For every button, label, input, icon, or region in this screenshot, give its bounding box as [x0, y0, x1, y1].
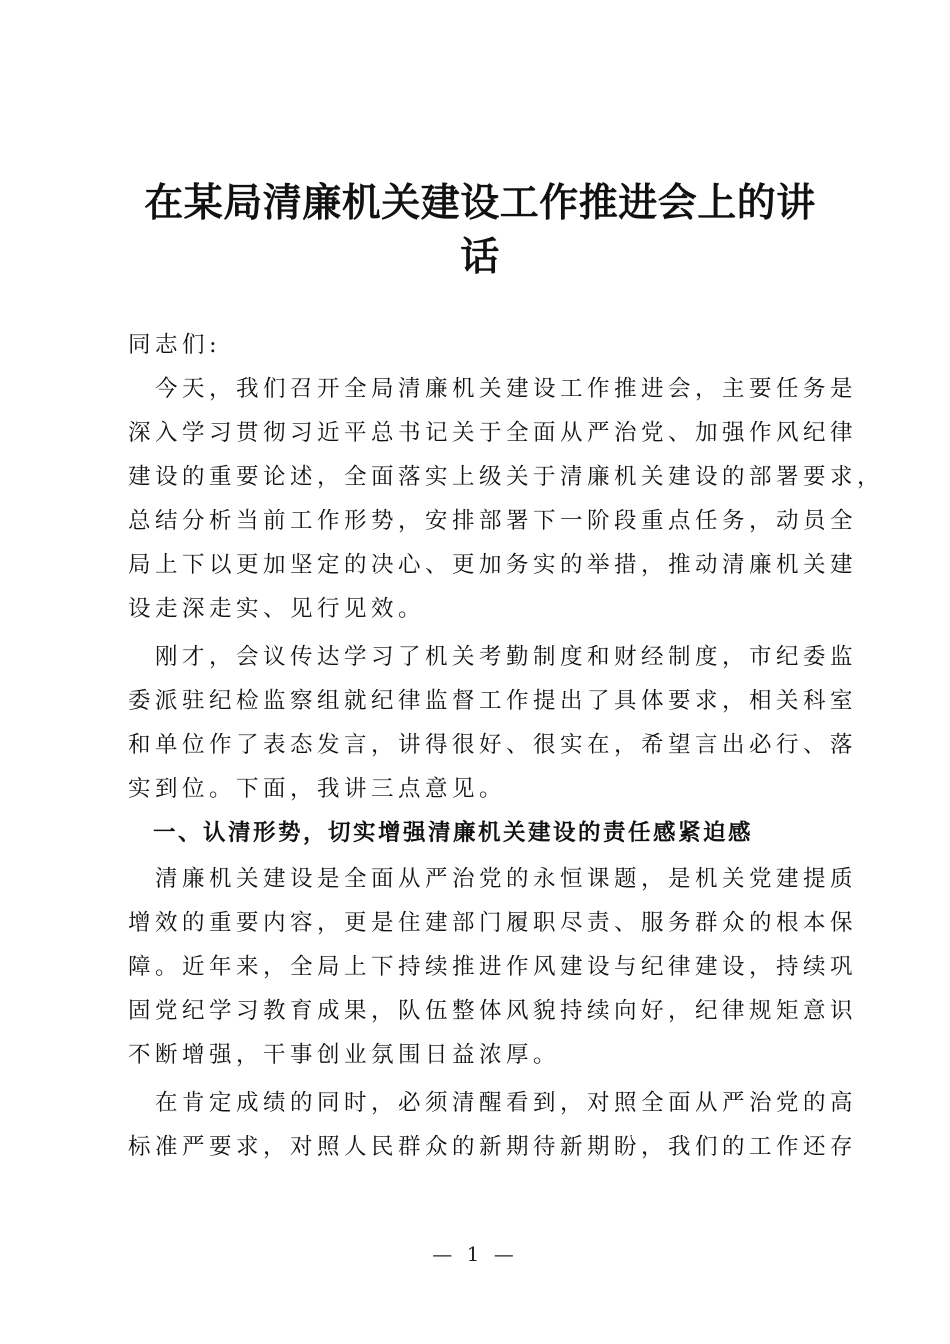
body-line: 固党纪学习教育成果，队伍整体风貌持续向好，纪律规矩意识	[128, 998, 858, 1024]
body-line: 今天，我们召开全局清廉机关建设工作推进会，主要任务是	[128, 376, 858, 402]
page-number: — 1 —	[432, 1242, 518, 1266]
document-title-line-1: 在某局清廉机关建设工作推进会上的讲	[144, 181, 816, 226]
body-line: 深入学习贯彻习近平总书记关于全面从严治党、加强作风纪律	[128, 420, 858, 446]
body-line: 局上下以更加坚定的决心、更加务实的举措，推动清廉机关建	[128, 552, 858, 578]
body-line: 建设的重要论述，全面落实上级关于清廉机关建设的部署要求，	[128, 464, 885, 490]
body-line: 在肯定成绩的同时，必须清醒看到，对照全面从严治党的高	[128, 1090, 858, 1116]
body-line: 总结分析当前工作形势，安排部署下一阶段重点任务，动员全	[128, 508, 858, 534]
body-line: 增效的重要内容，更是住建部门履职尽责、服务群众的根本保	[128, 910, 858, 936]
body-line: 委派驻纪检监察组就纪律监督工作提出了具体要求，相关科室	[128, 688, 858, 714]
body-line: 实到位。下面，我讲三点意见。	[128, 776, 507, 802]
body-line: 不断增强，干事创业氛围日益浓厚。	[128, 1042, 561, 1068]
section-heading: 一、认清形势，切实增强清廉机关建设的责任感紧迫感	[128, 820, 754, 846]
body-line: 和单位作了表态发言，讲得很好、很实在，希望言出必行、落	[128, 732, 858, 758]
body-line: 标准严要求，对照人民群众的新期待新期盼，我们的工作还存	[128, 1134, 858, 1160]
document-title-line-2: 话	[460, 235, 500, 280]
body-line: 障。近年来，全局上下持续推进作风建设与纪律建设，持续巩	[128, 954, 858, 980]
body-line: 清廉机关建设是全面从严治党的永恒课题，是机关党建提质	[128, 866, 858, 892]
body-line: 刚才，会议传达学习了机关考勤制度和财经制度，市纪委监	[128, 644, 858, 670]
salutation: 同志们:	[128, 332, 222, 358]
body-line: 设走深走实、见行见效。	[128, 596, 426, 622]
